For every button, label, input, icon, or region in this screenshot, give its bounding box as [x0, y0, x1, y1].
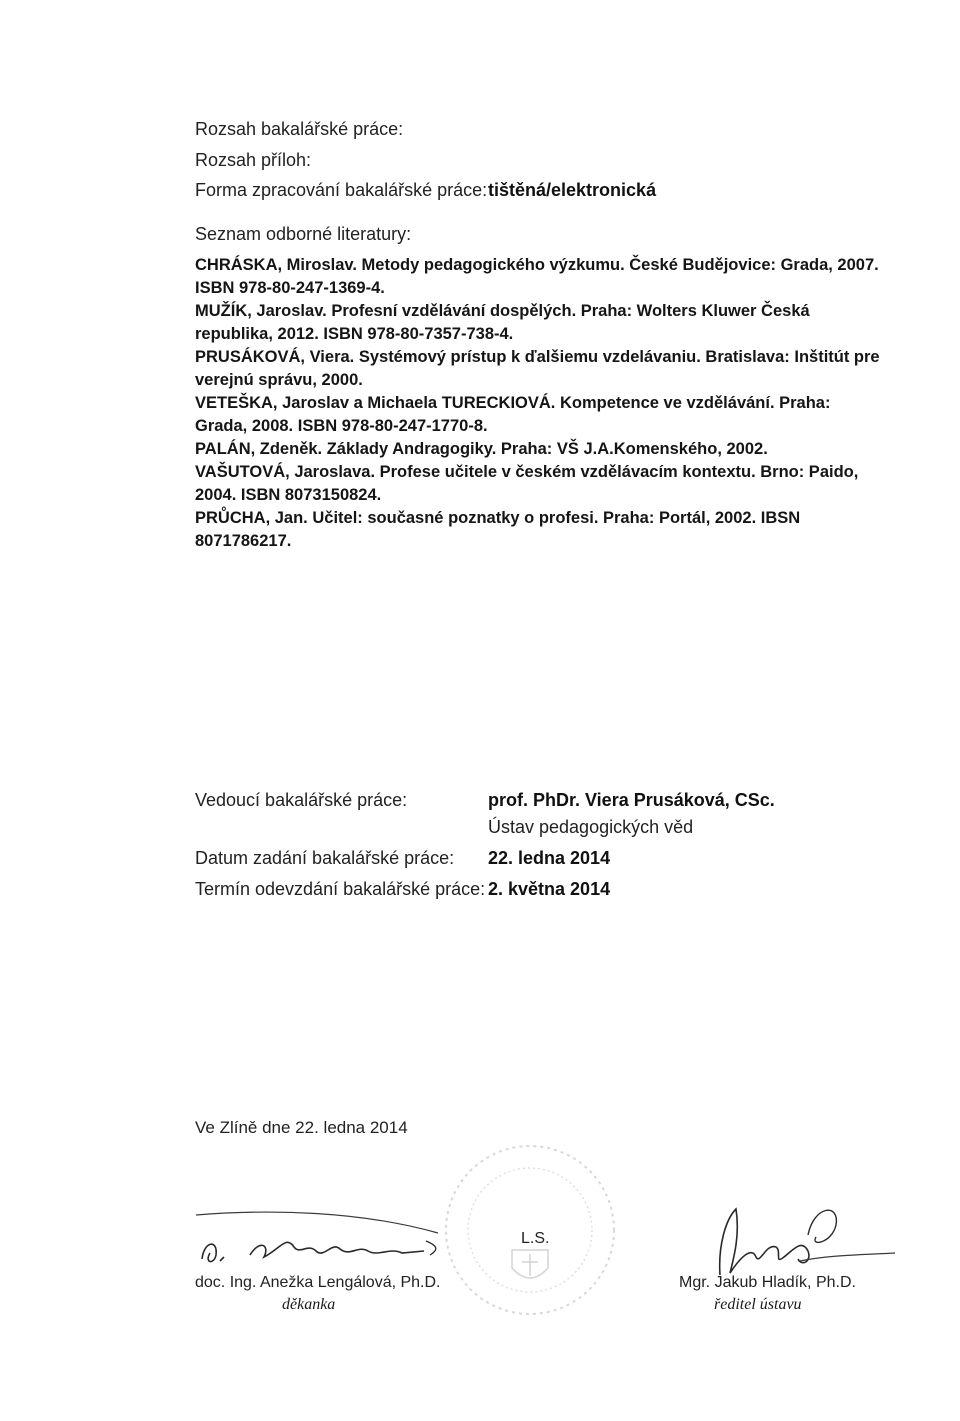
- literature-entry: VETEŠKA, Jaroslav a Michaela TURECKIOVÁ. Kompetence ve vzdělávání. Praha: Grada, 2008. ISBN 978-80-247-1770-8.: [195, 394, 831, 435]
- supervisor-label: Vedoucí bakalářské práce:: [195, 790, 408, 810]
- rozsah-priloh-label: Rozsah příloh:: [195, 150, 312, 170]
- ls-label: L.S.: [521, 1230, 550, 1247]
- assigned-date-label: Datum zadání bakalářské práce:: [195, 848, 455, 868]
- place-date: Ve Zlíně dne 22. ledna 2014: [195, 1118, 408, 1137]
- literature-heading: Seznam odborné literatury:: [195, 224, 412, 244]
- right-signatory-role: ředitel ústavu: [714, 1296, 802, 1313]
- forma-value: tištěná/elektronická: [488, 180, 657, 200]
- assigned-date-value: 22. ledna 2014: [488, 848, 611, 868]
- right-signatory-name: Mgr. Jakub Hladík, Ph.D.: [679, 1274, 856, 1291]
- left-signature: [190, 1205, 450, 1275]
- literature-entry: PRUSÁKOVÁ, Viera. Systémový prístup k ďalšiemu vzdelávaniu. Bratislava: Inštitút pre verejnú správu, 2000.: [195, 348, 880, 389]
- supervisor-institute: Ústav pedagogických věd: [488, 817, 694, 837]
- literature-entry: VAŠUTOVÁ, Jaroslava. Profese učitele v českém vzdělávacím kontextu. Brno: Paido, 2004. ISBN 8073150824.: [195, 463, 859, 504]
- literature-entry: MUŽÍK, Jaroslav. Profesní vzdělávání dospělých. Praha: Wolters Kluwer Česká republika, 2012. ISBN 978-80-7357-738-4.: [195, 302, 810, 343]
- left-signatory-name: doc. Ing. Anežka Lengálová, Ph.D.: [195, 1274, 441, 1291]
- rozsah-prace-label: Rozsah bakalářské práce:: [195, 119, 404, 139]
- supervisor-name: prof. PhDr. Viera Prusáková, CSc.: [488, 790, 775, 810]
- literature-entry: CHRÁSKA, Miroslav. Metody pedagogického výzkumu. České Budějovice: Grada, 2007. ISBN 978-80-247-1369-4.: [195, 256, 879, 297]
- literature-list: [195, 254, 885, 553]
- deadline-value: 2. května 2014: [488, 879, 611, 899]
- literature-entry: PRŮCHA, Jan. Učitel: současné poznatky o profesi. Praha: Portál, 2002. IBSN 8071786217.: [195, 509, 801, 550]
- forma-label: Forma zpracování bakalářské práce:: [195, 180, 488, 200]
- left-signatory-role: děkanka: [282, 1296, 336, 1313]
- literature-entry: PALÁN, Zdeněk. Základy Andragogiky. Praha: VŠ J.A.Komenského, 2002.: [195, 440, 768, 458]
- deadline-label: Termín odevzdání bakalářské práce:: [195, 879, 486, 899]
